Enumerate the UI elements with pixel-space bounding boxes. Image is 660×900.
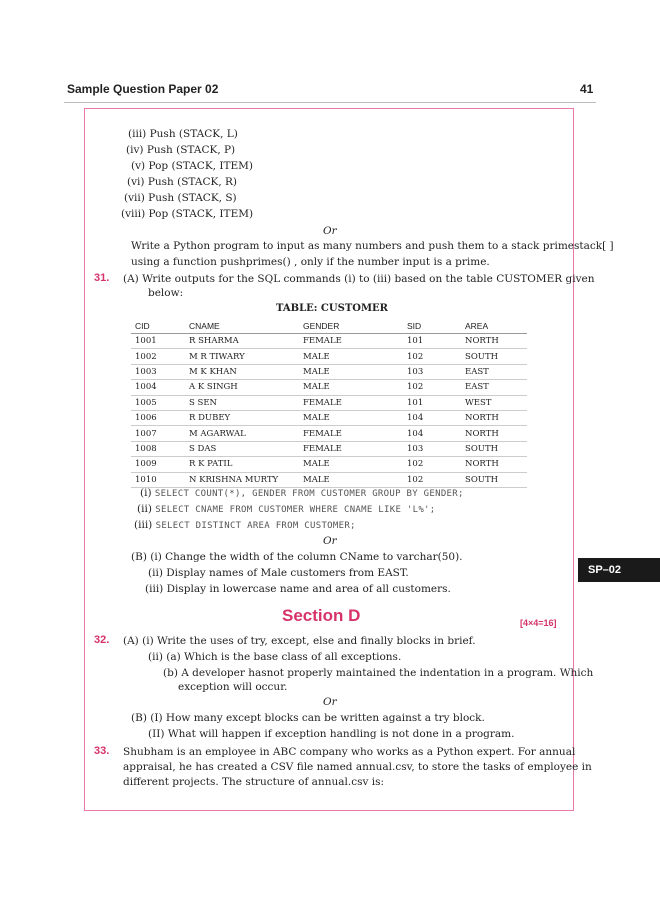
table-cell: 1009 [131,457,185,472]
table-cell: 1008 [131,441,185,456]
table-cell: NORTH [461,426,527,441]
sql-query-code: SELECT COUNT(*), GENDER FROM CUSTOMER GROUP BY GENDER; [154,489,464,499]
header-divider [64,102,596,103]
table-cell: MALE [299,457,403,472]
table-row [131,410,527,425]
table-cell: 1004 [131,380,185,395]
table-cell: MALE [299,472,403,487]
table-row [131,457,527,472]
table-cell: N KRISHNA MURTY [185,472,299,487]
q32-line: exception will occur. [178,681,288,693]
q30-or-line: Write a Python program to input as many numbers and push them to a stack primestack[ ] [131,240,614,252]
table-cell: EAST [461,380,527,395]
q32-line: (A) (i) Write the uses of try, except, else and finally blocks in brief. [123,635,476,647]
q32-line: (B) (I) How many except blocks can be written against a try block. [131,712,485,724]
table-cell: FEMALE [299,441,403,456]
table-cell: 102 [403,349,461,364]
table-title: TABLE: CUSTOMER [276,303,388,314]
table-cell: 102 [403,380,461,395]
page-number: 41 [580,82,594,96]
stack-op: (viii) Pop (STACK, ITEM) [121,208,254,220]
column-header: CNAME [185,318,299,334]
table-cell: 104 [403,426,461,441]
stack-op: (iii) Push (STACK, L) [128,128,238,140]
side-tab: SP–02 [578,558,660,582]
table-cell: R SHARMA [185,334,299,349]
table-cell: 101 [403,334,461,349]
table-cell: MALE [299,410,403,425]
table-cell: NORTH [461,457,527,472]
q32-line: (ii) (a) Which is the base class of all exceptions. [148,651,402,663]
question-number: 31. [94,272,110,284]
table-row [131,426,527,441]
table-cell: M AGARWAL [185,426,299,441]
or-separator: Or [323,696,337,708]
table-row [131,334,527,349]
table-cell: 1003 [131,364,185,379]
table-cell: 1005 [131,395,185,410]
table-cell: M R TIWARY [185,349,299,364]
table-cell: MALE [299,364,403,379]
table-cell: NORTH [461,334,527,349]
table-row [131,349,527,364]
table-row [131,380,527,395]
table-cell: NORTH [461,410,527,425]
q33-line: Shubham is an employee in ABC company who works as a Python expert. For annual [123,746,576,758]
q30-or-line: using a function pushprimes() , only if the number input is a prime. [131,256,490,268]
sql-query [140,486,464,501]
table-cell: MALE [299,349,403,364]
table-cell: 1006 [131,410,185,425]
table-cell: FEMALE [299,334,403,349]
or-separator: Or [323,225,337,237]
sql-query-code: SELECT CNAME FROM CUSTOMER WHERE CNAME LIKE 'L%'; [155,505,436,515]
table-cell: 101 [403,395,461,410]
table-cell: 1002 [131,349,185,364]
table-row [131,441,527,456]
table-cell: A K SINGH [185,380,299,395]
q32-line: (b) A developer hasnot properly maintained the indentation in a program. Which [163,667,594,679]
q31-part-b-line: (iii) Display in lowercase name and area of all customers. [145,583,451,595]
table-cell: FEMALE [299,426,403,441]
column-header: CID [131,318,185,334]
table-cell: R K PATIL [185,457,299,472]
running-header-title: Sample Question Paper 02 [67,82,219,96]
table-header-row [131,318,527,334]
table-cell: WEST [461,395,527,410]
table-row [131,395,527,410]
table-cell: 103 [403,364,461,379]
section-heading: Section D [282,606,361,625]
table-cell: MALE [299,380,403,395]
q31-intro: below: [148,287,184,299]
question-number: 32. [94,634,110,646]
stack-op: (iv) Push (STACK, P) [126,144,236,156]
table-cell: M K KHAN [185,364,299,379]
table-cell: 103 [403,441,461,456]
q31-part-b-line: (ii) Display names of Male customers from EAST. [148,567,409,579]
q32-line: (II) What will happen if exception handling is not done in a program. [148,728,515,740]
column-header: AREA [461,318,527,334]
table-cell: 104 [403,410,461,425]
or-separator: Or [323,535,337,547]
customer-table [131,318,527,488]
section-marks: [4×4=16] [520,618,557,628]
question-number: 33. [94,745,110,757]
q33-line: different projects. The structure of annual.csv is: [123,776,385,788]
table-row [131,364,527,379]
table-cell: SOUTH [461,472,527,487]
sql-query-label: (ii) [137,503,152,515]
q33-line: appraisal, he has created a CSV file named annual.csv, to store the tasks of employee in [123,761,592,773]
table-cell: S SEN [185,395,299,410]
table-cell: 102 [403,457,461,472]
table-cell: 1001 [131,334,185,349]
q31-part-b-line: (B) (i) Change the width of the column CName to varchar(50). [131,551,463,563]
sql-query [137,502,435,517]
table-cell: FEMALE [299,395,403,410]
column-header: SID [403,318,461,334]
sql-query-label: (iii) [134,519,153,531]
table-cell: SOUTH [461,349,527,364]
stack-op: (v) Pop (STACK, ITEM) [131,160,254,172]
table-cell: R DUBEY [185,410,299,425]
table-cell: 1010 [131,472,185,487]
sql-query [134,518,356,533]
table-cell: S DAS [185,441,299,456]
table-cell: 102 [403,472,461,487]
sql-query-code: SELECT DISTINCT AREA FROM CUSTOMER; [155,521,356,531]
stack-op: (vi) Push (STACK, R) [127,176,237,188]
table-cell: SOUTH [461,441,527,456]
sql-query-label: (i) [140,487,152,499]
table-cell: 1007 [131,426,185,441]
stack-op: (vii) Push (STACK, S) [124,192,237,204]
q31-intro: (A) Write outputs for the SQL commands (i) to (iii) based on the table CUSTOMER given [123,273,595,285]
table-cell: EAST [461,364,527,379]
column-header: GENDER [299,318,403,334]
